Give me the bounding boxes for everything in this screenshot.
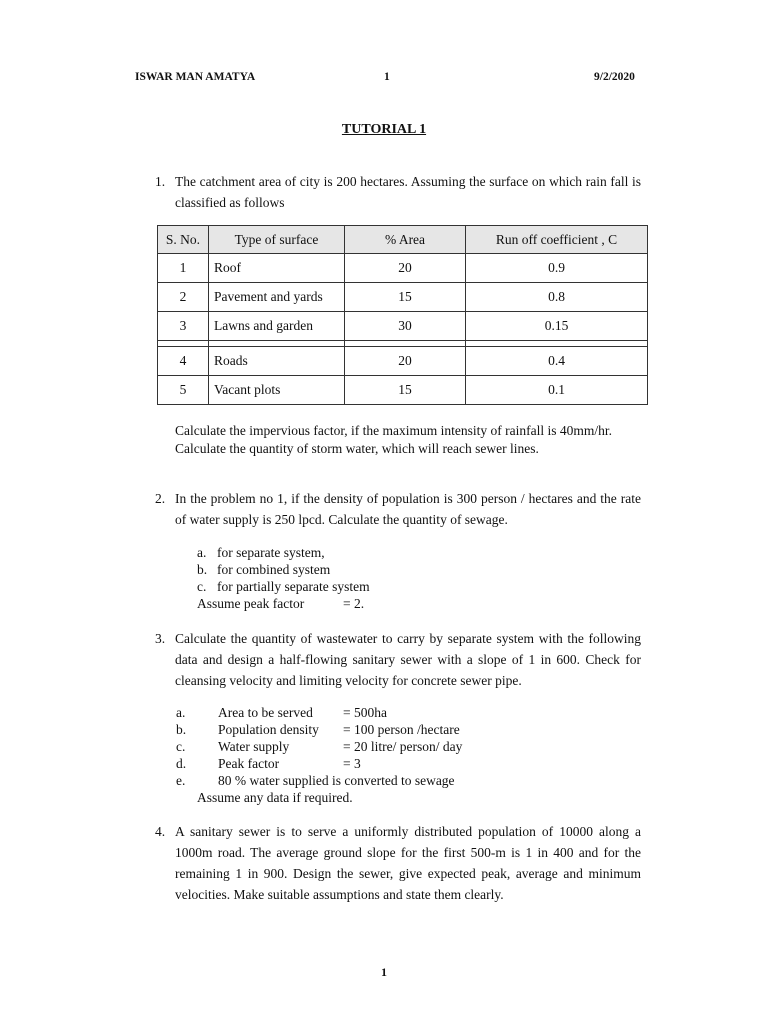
question-1-number: 1. <box>155 174 166 189</box>
table-row <box>158 283 648 312</box>
list-item <box>176 738 496 755</box>
list-item-label: Population density <box>218 722 319 737</box>
list-item-label: 80 % water supplied is converted to sewage <box>218 773 455 788</box>
question-2-list <box>197 544 497 612</box>
page-title <box>0 122 768 138</box>
table-row <box>158 376 648 405</box>
list-item-letter: b. <box>176 722 187 737</box>
list-item <box>176 755 496 772</box>
table-header-cell: Run off coefficient , C <box>466 226 648 254</box>
list-item-letter: e. <box>176 773 186 788</box>
question-4-number: 4. <box>155 824 166 839</box>
table-header-cell: % Area <box>345 226 466 254</box>
list-item-letter: c. <box>197 579 207 594</box>
list-item-letter: d. <box>176 756 187 771</box>
question-3-list <box>176 704 496 806</box>
question-3-number: 3. <box>155 631 166 646</box>
assume-value: = 2. <box>343 596 365 611</box>
header-page-number: 1 <box>384 71 390 83</box>
question-2-text: In the problem no 1, if the density of population is 300 person / hectares and the rate of water supply is 250 lpcd. Calculate the quantity of sewage. <box>175 491 641 527</box>
table-cell: 0.8 <box>466 283 648 312</box>
table-cell: 4 <box>158 347 209 376</box>
table-cell: 20 <box>345 347 466 376</box>
question-1-instruction-1: Calculate the impervious factor, if the maximum intensity of rainfall is 40mm/hr. <box>175 423 612 438</box>
table-cell: 30 <box>345 312 466 341</box>
assume-peak-factor <box>197 595 497 612</box>
question-4 <box>155 821 645 905</box>
table-cell: 0.1 <box>466 376 648 405</box>
list-item <box>176 704 496 721</box>
list-item-letter: a. <box>176 705 186 720</box>
list-item-text: for separate system, <box>217 545 325 560</box>
table-header-cell: S. No. <box>158 226 209 254</box>
list-item-value: = 3 <box>343 756 361 771</box>
question-2-number: 2. <box>155 491 166 506</box>
table-cell: 0.15 <box>466 312 648 341</box>
question-1 <box>155 171 645 215</box>
table-cell: Roof <box>209 254 345 283</box>
list-item <box>197 544 497 561</box>
table-cell: 15 <box>345 283 466 312</box>
table-cell: 20 <box>345 254 466 283</box>
list-item-value: = 20 litre/ person/ day <box>343 739 463 754</box>
list-item <box>197 578 497 595</box>
table-cell: 5 <box>158 376 209 405</box>
assume-text: Assume any data if required. <box>197 790 353 805</box>
question-1-text: The catchment area of city is 200 hectares. Assuming the surface on which rain fall is classified as follows <box>175 174 641 210</box>
header-date: 9/2/2020 <box>594 71 635 83</box>
list-item-letter: b. <box>197 562 208 577</box>
table-cell: Pavement and yards <box>209 283 345 312</box>
table-cell: 0.9 <box>466 254 648 283</box>
table-cell: Lawns and garden <box>209 312 345 341</box>
list-item-label: Peak factor <box>218 756 280 771</box>
page-title-text: TUTORIAL 1 <box>341 122 427 137</box>
header-author: ISWAR MAN AMATYA <box>135 71 256 83</box>
list-item-text: for combined system <box>217 562 331 577</box>
list-item-label: Area to be served <box>218 705 313 720</box>
table-header-row <box>158 226 648 254</box>
question-4-text: A sanitary sewer is to serve a uniformly distributed population of 10000 along a 1000m road. The average ground slope for the first 500-m is 1 in 400 and for the remaining 1 in 900. Design the sewer, give expected peak, average and minimum velocities. Make suitable assumptions and state them clearly. <box>175 824 641 902</box>
question-3-text: Calculate the quantity of wastewater to carry by separate system with the following data and design a half-flowing sanitary sewer with a slope of 1 in 600. Check for cleansing velocity and limiting velocity for concrete sewer pipe. <box>175 631 641 688</box>
list-item-text: for partially separate system <box>217 579 370 594</box>
table-row <box>158 254 648 283</box>
table-cell: Roads <box>209 347 345 376</box>
question-2 <box>155 488 645 532</box>
list-item <box>176 772 496 789</box>
list-item-value: = 100 person /hectare <box>343 722 460 737</box>
table-cell: 3 <box>158 312 209 341</box>
table-row <box>158 312 648 341</box>
question-3 <box>155 628 645 692</box>
list-item-letter: c. <box>176 739 186 754</box>
table-row <box>158 347 648 376</box>
list-item-letter: a. <box>197 545 207 560</box>
list-item-value: = 500ha <box>343 705 387 720</box>
surface-table <box>157 225 648 405</box>
table-cell: 0.4 <box>466 347 648 376</box>
list-item-label: Water supply <box>218 739 290 754</box>
list-item <box>176 721 496 738</box>
table-cell: 2 <box>158 283 209 312</box>
table-cell: 1 <box>158 254 209 283</box>
list-item <box>197 561 497 578</box>
assume-label: Assume peak factor <box>197 596 305 611</box>
assume-note <box>176 789 496 806</box>
table-cell: 15 <box>345 376 466 405</box>
table-header-cell: Type of surface <box>209 226 345 254</box>
footer-page-number: 1 <box>381 965 387 979</box>
question-1-instruction-2: Calculate the quantity of storm water, which will reach sewer lines. <box>175 441 539 456</box>
table-cell: Vacant plots <box>209 376 345 405</box>
